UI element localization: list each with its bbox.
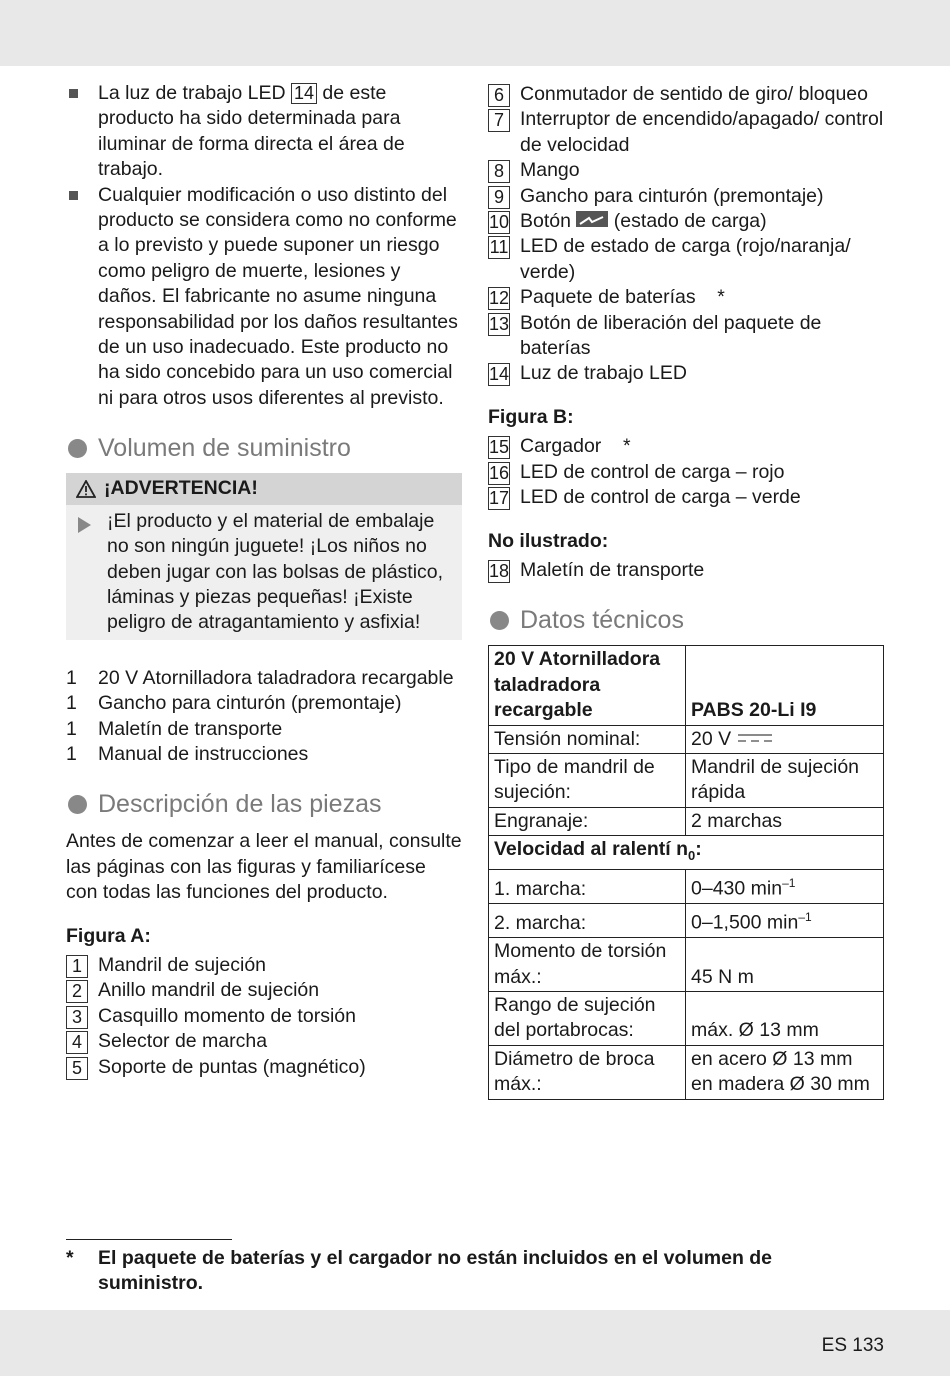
left-column — [66, 81, 462, 1080]
figure-a-list — [66, 953, 462, 1080]
footnote-divider — [66, 1239, 232, 1240]
list-item: 9 Gancho para cinturón (premontaje) — [488, 184, 888, 209]
right-column — [488, 82, 888, 1100]
not-shown-list — [488, 558, 888, 583]
table-cell: Tensión nominal: — [489, 725, 686, 753]
number-box: 15 — [489, 437, 510, 458]
warning-header: ¡ADVERTENCIA! — [66, 473, 462, 504]
circle-bullet-icon — [68, 795, 87, 814]
figure-a-list-continued — [488, 82, 888, 387]
warning-triangle-icon — [76, 480, 96, 498]
parts-intro: Antes de comenzar a leer el manual, consulte las páginas con las figuras y familiarícese con todas las funciones del producto. — [66, 830, 462, 904]
table-cell: 20 V Atornilladora taladradora recargable — [489, 646, 686, 725]
table-row — [489, 836, 884, 870]
arrow-right-icon — [78, 517, 91, 533]
bullet-item: La luz de trabajo LED 14 de este producto ha sido determinada para iluminar de forma directa el área de trabajo. — [66, 81, 462, 183]
list-item: 16 LED de control de carga – rojo — [489, 460, 785, 483]
section-heading-supply: Volumen de suministro — [66, 433, 462, 463]
charge-status-button-icon — [576, 211, 608, 227]
table-row — [489, 1045, 884, 1099]
table-cell: 2 marchas — [686, 807, 884, 835]
section-heading-parts: Descripción de las piezas — [66, 789, 462, 819]
number-box: 11 — [489, 237, 509, 258]
list-item: 1 Manual de instrucciones — [66, 742, 309, 765]
bullet-item: Cualquier modificación o uso distinto del producto se considera como no conforme a lo previsto y puede suponer un riesgo como peligro de muerte, lesiones y daños. El fabricante no asume ninguna responsabilidad por los daños resultantes de un uso inadecuado. Este producto no ha sido concebido para un uso comercial ni para otros usos diferentes al previsto. — [66, 183, 462, 412]
number-box: 8 — [488, 160, 510, 183]
table-cell: 0–430 $\min^{-1}$ — [686, 870, 884, 904]
list-item: 17 LED de control de carga – verde — [489, 486, 801, 509]
table-row — [489, 646, 884, 725]
circle-bullet-icon — [68, 439, 87, 458]
section-heading-tech: Datos técnicos — [488, 605, 888, 635]
table-cell: Engranaje: — [489, 807, 686, 835]
table-row — [489, 938, 884, 992]
footnote: * El paquete de baterías y el cargador no están incluidos en el volumen de suministro. — [66, 1247, 773, 1295]
table-cell: Tipo de mandril de sujeción: — [489, 753, 686, 807]
table-cell: Mandril de sujeción rápida — [686, 753, 884, 807]
specs-table — [488, 645, 884, 1099]
list-item: 1 Mandril de sujeción — [66, 953, 462, 978]
number-box: 1 — [66, 955, 88, 978]
number-box: 9 — [488, 186, 510, 209]
table-cell: 1. marcha: — [489, 870, 686, 904]
square-bullet-icon — [69, 89, 78, 98]
figure-b-title: Figura B: — [488, 405, 574, 428]
number-box: 2 — [66, 980, 88, 1003]
table-cell: máx. Ø 13 mm — [686, 992, 884, 1046]
table-cell: Momento de torsión máx.: — [489, 938, 686, 992]
figure-a-title: Figura A: — [66, 924, 151, 947]
list-item: 4 Selector de marcha — [66, 1029, 462, 1054]
top-band — [0, 0, 950, 66]
not-shown-title: No ilustrado: — [488, 529, 609, 552]
number-box: 4 — [66, 1031, 88, 1054]
number-box: 5 — [66, 1057, 88, 1080]
number-box: 12 — [489, 288, 510, 309]
number-box: 14 — [489, 364, 510, 385]
number-box: 16 — [489, 462, 510, 483]
warning-box — [66, 473, 462, 639]
list-item: 1 Gancho para cinturón (premontaje) — [66, 692, 402, 715]
list-item: 8 Mango — [488, 158, 888, 183]
table-row — [489, 992, 884, 1046]
number-box: 17 — [489, 488, 510, 509]
table-cell: 0–1,500 $\min^{-1}$ — [686, 904, 884, 938]
supply-list — [66, 666, 462, 768]
list-item: 2 Anillo mandril de sujeción — [66, 978, 462, 1003]
table-cell: Diámetro de broca máx.: — [489, 1045, 686, 1099]
list-item: 5 Soporte de puntas (magnético) — [66, 1055, 462, 1080]
table-cell: 45 N m — [686, 938, 884, 992]
number-box: 18 — [489, 560, 510, 581]
list-item: 10 Botón (estado de carga) — [489, 210, 767, 233]
square-bullet-icon — [69, 191, 78, 200]
table-cell: 2. marcha: — [489, 904, 686, 938]
list-item: 7 Interruptor de encendido/apagado/ control de velocidad — [488, 107, 888, 158]
table-cell: Velocidad al ralentí $n_0$: — [489, 836, 884, 870]
list-item: 1 Maletín de transporte — [66, 717, 283, 740]
list-item: 12 Paquete de baterías * — [489, 286, 725, 309]
number-box: 13 — [489, 313, 510, 334]
table-cell: 20 V — [686, 725, 884, 753]
table-row — [489, 753, 884, 807]
number-box: 6 — [488, 84, 510, 107]
table-cell: PABS 20-Li I9 — [686, 646, 884, 725]
page-number: ES 133 — [821, 1335, 884, 1356]
list-item: 18 Maletín de transporte — [489, 558, 705, 581]
table-cell: Rango de sujeción del portabrocas: — [489, 992, 686, 1046]
list-item: 6 Conmutador de sentido de giro/ bloqueo — [488, 82, 888, 107]
circle-bullet-icon — [490, 611, 509, 630]
dc-symbol-icon — [737, 727, 773, 752]
list-item: 1 20 V Atornilladora taladradora recargable — [66, 666, 454, 689]
list-item: 15 Cargador * — [489, 435, 631, 458]
number-box: 3 — [66, 1006, 88, 1029]
table-row — [489, 807, 884, 835]
list-item: 13 Botón de liberación del paquete de baterías — [489, 311, 822, 360]
list-item: 11 LED de estado de carga (rojo/naranja/ verde) — [489, 235, 851, 283]
table-row — [489, 725, 884, 753]
ref-number-box: 14 — [291, 83, 317, 104]
list-item: 3 Casquillo momento de torsión — [66, 1004, 462, 1029]
warning-body: ¡El producto y el material de embalaje no son ningún juguete! ¡Los niños no deben jugar con las bolsas de plástico, láminas y piezas pequeñas! ¡Existe peligro de atragantamiento y asfixia! — [66, 505, 462, 640]
number-box: 7 — [488, 109, 510, 132]
table-cell: en acero Ø 13 mm en madera Ø 30 mm — [686, 1045, 884, 1099]
figure-b-list — [488, 434, 888, 510]
table-row — [489, 904, 884, 938]
table-row — [489, 870, 884, 904]
list-item: 14 Luz de trabajo LED — [489, 362, 687, 385]
bottom-band — [0, 1310, 950, 1376]
number-box: 10 — [489, 212, 510, 233]
